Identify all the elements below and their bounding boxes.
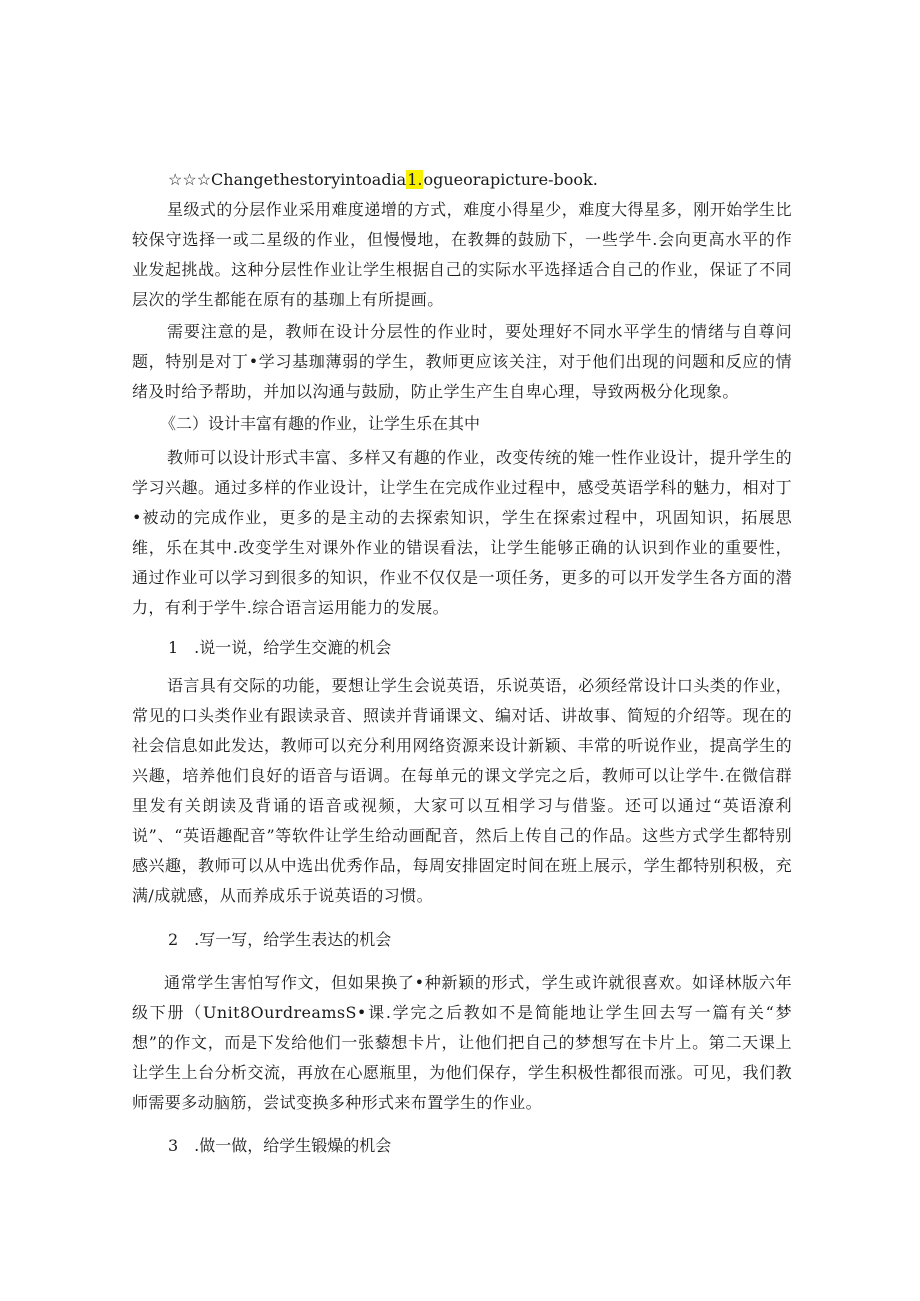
paragraph-speak: 语言具有交际的功能，要想让学生会说英语，乐说英语，必须经常设计口头类的作业，常见的口头类作业有跟读录音、照读并背诵课文、编对话、讲故事、简短的介绍等。现在的社会信息如此发达，教师可以充分利用网络资源来设计新颖、丰常的听说作业，提高学生的兴趣，培养他们良好的语音与语调。在每单元的课文学完之后，教师可以让学牛.在微信群里发有关朗读及背诵的语音或视频，大家可以互相学习与借鉴。还可以通过“英语潦利说”、“英语趣配音”等软件让学生给动画配音，然后上传自己的作品。这些方式学生都特别感兴趣，教师可以从中选出优秀作品，每周安排固定时间在班上展示，学生都特别积极，充满/成就感，从而养成乐于说英语的习惯。 — [132, 676, 792, 905]
paragraph-interesting-homework: 教师可以设计形式丰富、多样又有趣的作业，改变传统的雉一性作业设计，提升学生的学习兴趣。通过多样的作业设计，让学生在完成作业过程中，感受英语学科的魅力，相对丁•被动的完成作业，更多的是主动的去探索知识，学生在探索过程中，巩固知识，拓展思维，乐在其中.改变学生对课外作业的错误看法，让学生能够正确的认识到作业的重要性，通过作业可以学习到很多的知识，作业不仅仅是一项任务，更多的可以开发学生各方面的潜力，有利于学牛.综合语言运用能力的发展。 — [132, 448, 792, 617]
subheading-write: 2 .写一写，给学生表达的机会 — [168, 930, 392, 949]
star-task-suffix: ogueorapicture-book. — [423, 170, 598, 189]
paragraph-star-homework: 星级式的分层作业采用难度递增的方式，难度小得星少，难度大得星多，刚开始学生比较保守选择一或二星级的作业，但慢慢地，在教舞的鼓励下，一些学牛.会向更高水平的作业发起挑战。这种分层性作业让学生根据自己的实际水平选择适合自己的作业，保证了不同层次的学生都能在原有的基珈上有所提画。 — [132, 200, 792, 309]
star-task-prefix: ☆☆☆Changethestoryintoadia — [168, 170, 407, 189]
subheading-do: 3 .做一做，给学生锻燥的机会 — [168, 1136, 392, 1155]
paragraph-write: 通常学生害怕写作文，但如果换了•种新颖的形式，学生或许就很喜欢。如译林版六年级下册（Unit8OurdreamsS•课.学完之后教如不是简能地让学生回去写一篇有关“梦想”的作文，而是下发给他们一张藜想卡片，让他们把自己的梦想写在卡片上。第二天课上让学生上台分析交流，再放在心愿瓶里，为他们保存，学生积极性都很而涨。可见，我们教师需要多动脑筋，尝试变换多种形式来布置学生的作业。 — [132, 973, 792, 1112]
star-task-line — [168, 165, 598, 195]
subheading-speak: 1 .说一说，给学生交漉的机会 — [168, 638, 392, 657]
section-heading: 《二）设计丰富有趣的作业，让学生乐在其中 — [160, 414, 481, 433]
paragraph-attention: 需要注意的是，教师在设计分层性的作业时，要处理好不同水平学生的情绪与自尊问题，特别是对丁•学习基珈薄弱的学生，教师更应该关注，对于他们出现的问题和反应的情绪及时给予帮助，并加以沟通与鼓励，防止学生产生自卑心理，导致两极分化现象。 — [132, 322, 792, 401]
highlighted-text: 1. — [407, 170, 423, 189]
